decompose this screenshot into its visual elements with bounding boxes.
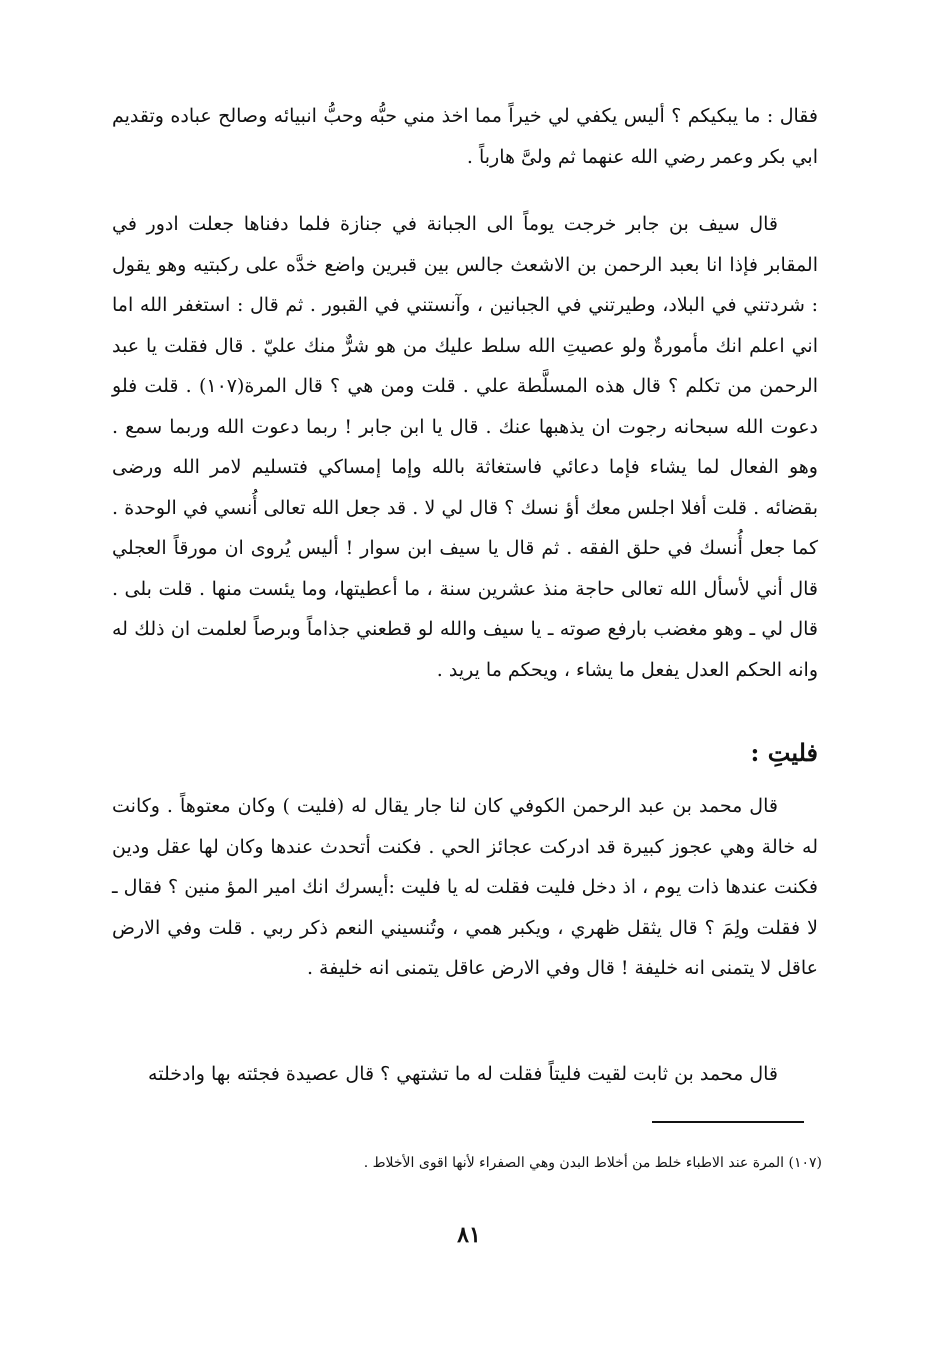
paragraph-2: قال سيف بن جابر خرجت يوماً الى الجبانة في جنازة فلما دفناها جعلت ادور في المقابر فإذا انا بعبد الرحمن بن الاشعث جالس بين قبرين واضع خدَّه على ركبتيه وهو يقول : شردتني في البلاد، وطيرتني في الجبانين ، وآنستني في القبور . ثم قال : استغفر الله اما اني اعلم انك مأمورةٌ ولو عصيتِ الله سلط عليك من هو شرٌّ منك عليّ . قال فقلت يا عبد الرحمن من تكلم ؟ قال هذه المسلَّطة علي . قلت ومن هي ؟ قال المرة(١٠٧) . قلت فلو دعوت الله سبحانه رجوت ان يذهبها عنك . قال يا ابن جابر ! ربما دعوت الله وربما سمع . وهو الفعال لما يشاء فإما دعائي فاستغاثة بالله وإما إمساكي فتسليم لامر الله ورضى بقضائه . قلت أفلا اجلس معك أؤ نسك ؟ قال لي لا . قد جعل الله تعالى أُنسي في الوحدة . كما جعل أُنسك في حلق الفقه . ثم قال يا سيف ابن سوار ! أليس يُروى ان مورقاً العجلي قال أني لأسأل الله تعالى حاجة منذ عشرين سنة ، ما أعطيتها، وما يئست منها . قلت بلى . قال لي ـ وهو مغضب بارفع صوته ـ يا سيف والله لو قطعني جذاماً وبرصاً لعلمت ان ذلك له وانه الحكم العدل يفعل ما يشاء ، ويحكم ما يريد . <box>112 213 818 681</box>
page-number: ٨١ <box>457 1222 481 1248</box>
paragraph-1: فقال : ما يبكيكم ؟ أليس يكفي لي خيراً مما اخذ مني حبُّه وحبُّ انبيائه وصالح عباده وتقديم ابي بكر وعمر رضي الله عنهما ثم ولىَّ هارباً . <box>112 105 818 168</box>
footnote-divider <box>652 1121 804 1123</box>
paragraph-4: قال محمد بن ثابت لقيت فليتاً فقلت له ما تشتهي ؟ قال عصيدة فجئته بها وادخلته <box>148 1063 778 1085</box>
footnote: (١٠٧) المرة عند الاطباء خلط من أخلاط البدن وهي الصفراء لأنها اقوى الأخلاط . <box>363 1155 822 1171</box>
section-heading: فليتِ : <box>750 738 818 767</box>
paragraph-3: قال محمد بن عبد الرحمن الكوفي كان لنا جار يقال له (فليت ) وكان معتوهاً . وكانت له خالة وهي عجوز كبيرة قد ادركت عجائز الحي . فكنت أتحدث عندها وكان لها عقل ودين فكنت عندها ذات يوم ، اذ دخل فليت فقلت له يا فليت :أيسرك انك امير المؤ منين ؟ فقال ـ لا فقلت ولِمَ ؟ قال يثقل ظهري ، ويكبر همي ، وتُنسيني النعم ذكر ربي . قلت وفي الارض عاقل لا يتمنى انه خليفة ! قال وفي الارض عاقل يتمنى انه خليفة . <box>112 795 818 979</box>
